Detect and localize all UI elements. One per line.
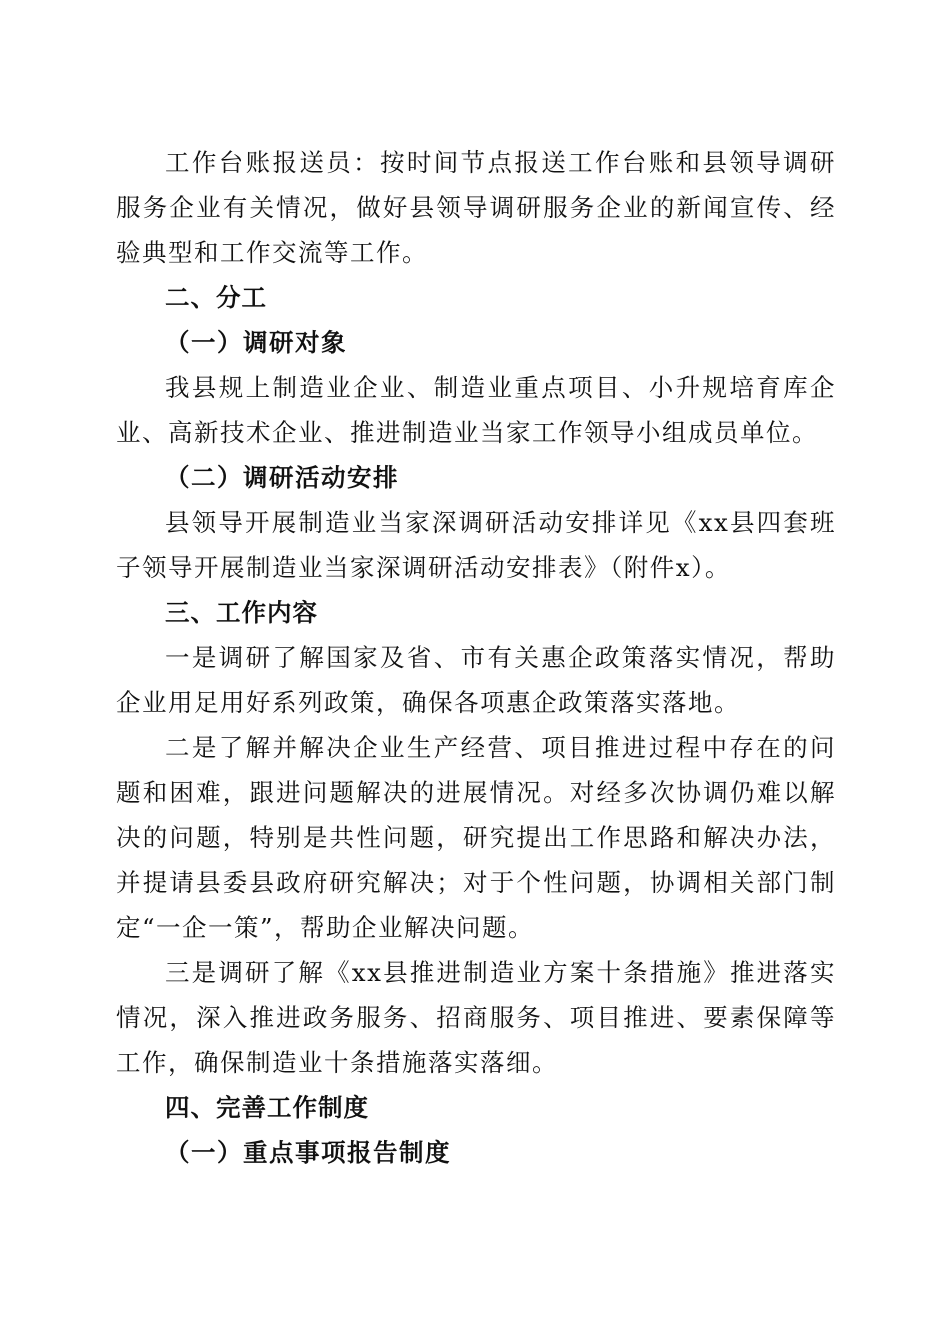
subheading-research-targets: （一）调研对象: [165, 328, 347, 357]
paragraph-work-item-2: 二是了解并解决企业生产经营、项目推进过程中存在的问题和困难，跟进问题解决的进展情况。对经多次协调仍难以解决的问题，特别是共性问题，研究提出工作思路和解决办法，并提请县委县政府研究解决；对于个性问题，协调相关部门制定“一企一策”，帮助企业解决问题。: [116, 733, 836, 942]
paragraph-work-item-1: 一是调研了解国家及省、市有关惠企政策落实情况，帮助企业用足用好系列政策，确保各项惠企政策落实落地。: [116, 643, 836, 717]
paragraph-work-item-3: 三是调研了解《xx县推进制造业方案十条措施》推进落实情况，深入推进政务服务、招商服务、项目推进、要素保障等工作，确保制造业十条措施落实落细。: [116, 958, 836, 1077]
subheading-key-matters-report: （一）重点事项报告制度: [165, 1138, 451, 1167]
section-heading-work-system: 四、完善工作制度: [165, 1093, 369, 1122]
paragraph-activity-arrangement: 县领导开展制造业当家深调研活动安排详见《xx县四套班子领导开展制造业当家深调研活动安排表》（附件x）。: [116, 508, 836, 582]
subheading-activity-arrangement: （二）调研活动安排: [165, 463, 399, 492]
section-heading-division: 二、分工: [165, 283, 267, 312]
paragraph-research-targets: 我县规上制造业企业、制造业重点项目、小升规培育库企业、高新技术企业、推进制造业当家工作领导小组成员单位。: [116, 373, 836, 447]
section-heading-work-content: 三、工作内容: [165, 598, 318, 627]
paragraph-ledger-reporter: 工作台账报送员：按时间节点报送工作台账和县领导调研服务企业有关情况，做好县领导调研服务企业的新闻宣传、经验典型和工作交流等工作。: [116, 148, 836, 267]
document-body: [116, 140, 836, 1175]
